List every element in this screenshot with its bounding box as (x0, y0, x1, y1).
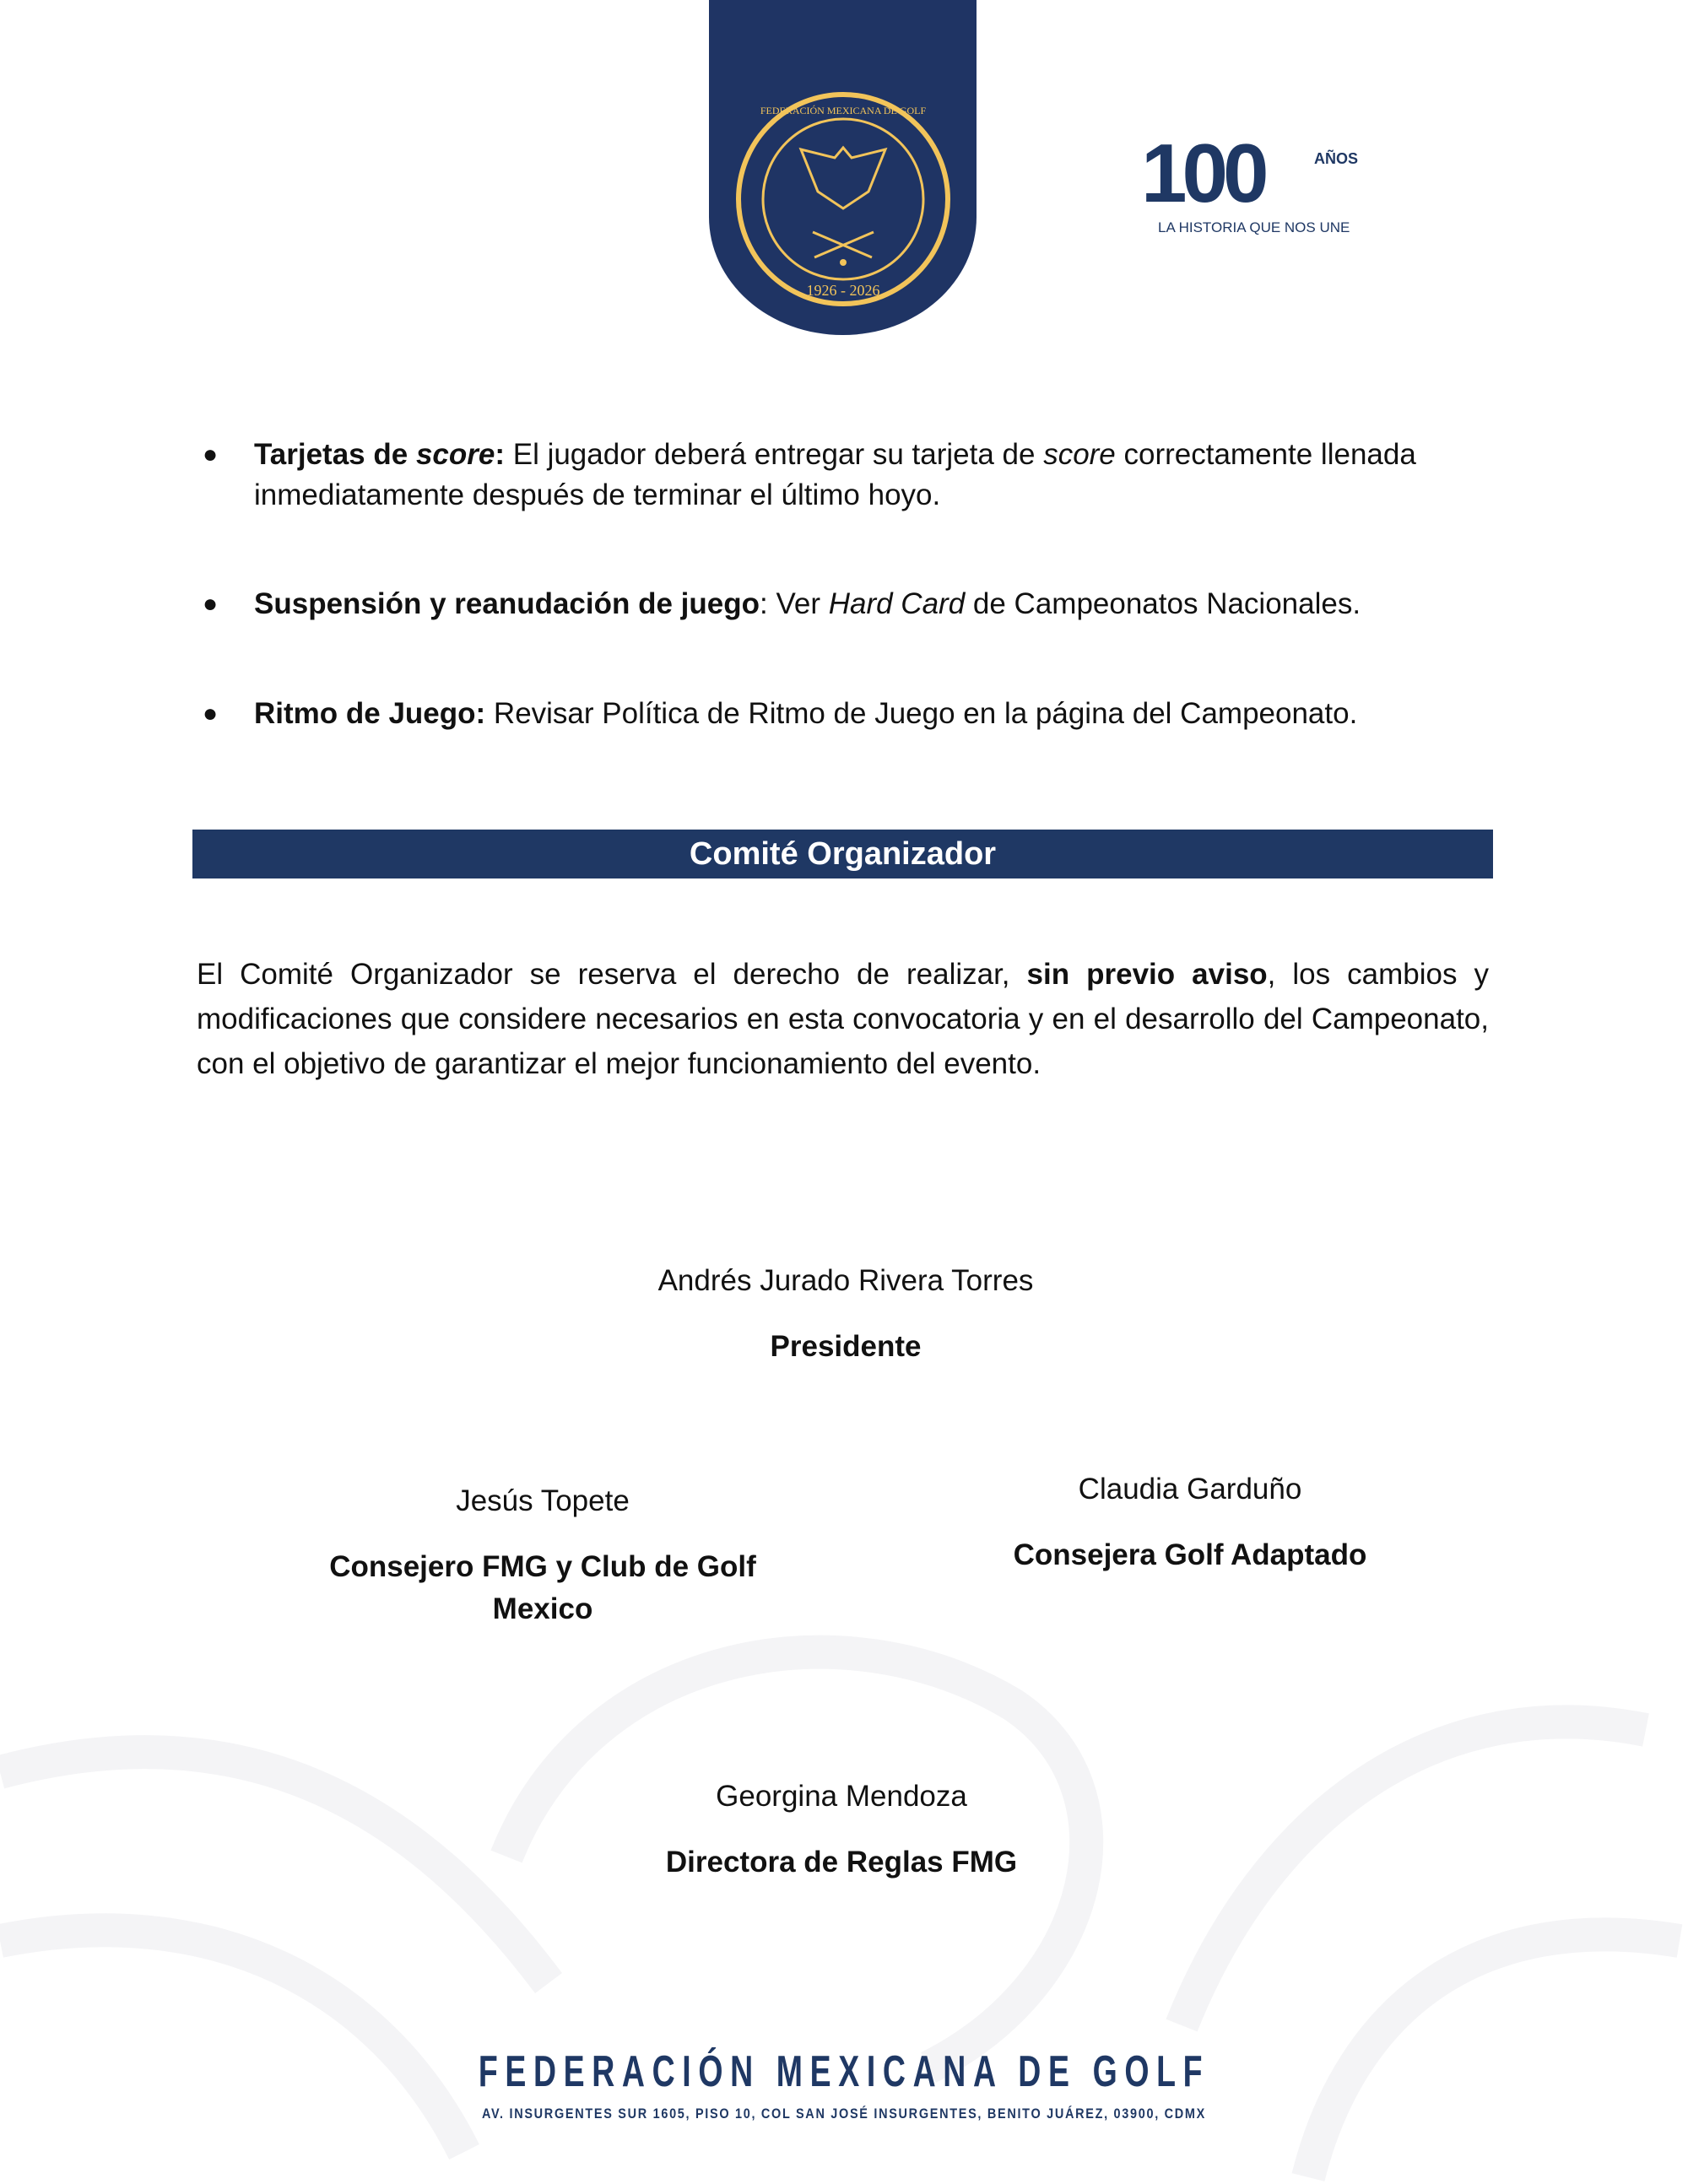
eagle-watermark (0, 1603, 1688, 2184)
bullet-suspension: ● Suspensión y reanudación de juego: Ver Hard Card de Campeonatos Nacionales. (203, 584, 1489, 624)
signatory-jesus-topete (329, 1480, 756, 1630)
bullet-pace-of-play: ● Ritmo de Juego: Revisar Política de Ritmo de Juego en la página del Campeonato. (203, 694, 1489, 734)
federation-seal-emblem (733, 89, 954, 310)
bullet-icon: ● (203, 441, 219, 468)
seal-text: FEDERACIÓN MEXICANA DE GOLF (760, 105, 927, 116)
signatory-name: Jesús Topete (456, 1484, 630, 1517)
signatory-name: Andrés Jurado Rivera Torres (657, 1264, 1034, 1297)
footer-organization-name: FEDERACIÓN MEXICANA DE GOLF (478, 2047, 1210, 2096)
signatory-name: Georgina Mendoza (716, 1780, 967, 1813)
signatory-role: Directora de Reglas FMG (665, 1846, 1018, 1879)
centenary-suffix: AÑOS (1314, 150, 1359, 167)
centenary-tagline: LA HISTORIA QUE NOS UNE (1158, 219, 1350, 235)
bullet-icon: ● (203, 590, 219, 618)
centenary-logo (1141, 127, 1377, 245)
signatory-name: Claudia Garduño (1078, 1473, 1302, 1506)
signatory-role-line2: Mexico (492, 1592, 593, 1625)
signatory-claudia-garduno (1014, 1468, 1367, 1576)
seal-years: 1926 - 2026 (806, 282, 880, 299)
signatory-role: Consejero FMG y Club de Golf (329, 1550, 756, 1583)
committee-paragraph: El Comité Organizador se reserva el derecho de realizar, sin previo aviso, los cambios y modificaciones que considere necesarios en esta convocatoria y en el desarrollo del Campeonato, con el objetivo de garantizar el mejor funcionamiento del evento. (197, 958, 1489, 1080)
signatory-role: Presidente (770, 1330, 922, 1363)
signatory-role: Consejera Golf Adaptado (1013, 1538, 1367, 1571)
centenary-number: 100 (1141, 127, 1264, 219)
section-title-banner: Comité Organizador (192, 830, 1493, 878)
bullet-icon: ● (203, 700, 219, 727)
signatory-president (658, 1260, 1034, 1368)
bullet-score-cards: ● Tarjetas de score: El jugador deberá entregar su tarjeta de score correctamente llenada inmediatamente después de terminar el último hoyo. (203, 435, 1489, 516)
footer-address: AV. INSURGENTES SUR 1605, PISO 10, COL SAN JOSÉ INSURGENTES, BENITO JUÁREZ, 03900, CDMX (481, 2106, 1207, 2122)
signatory-georgina-mendoza (666, 1776, 1017, 1884)
